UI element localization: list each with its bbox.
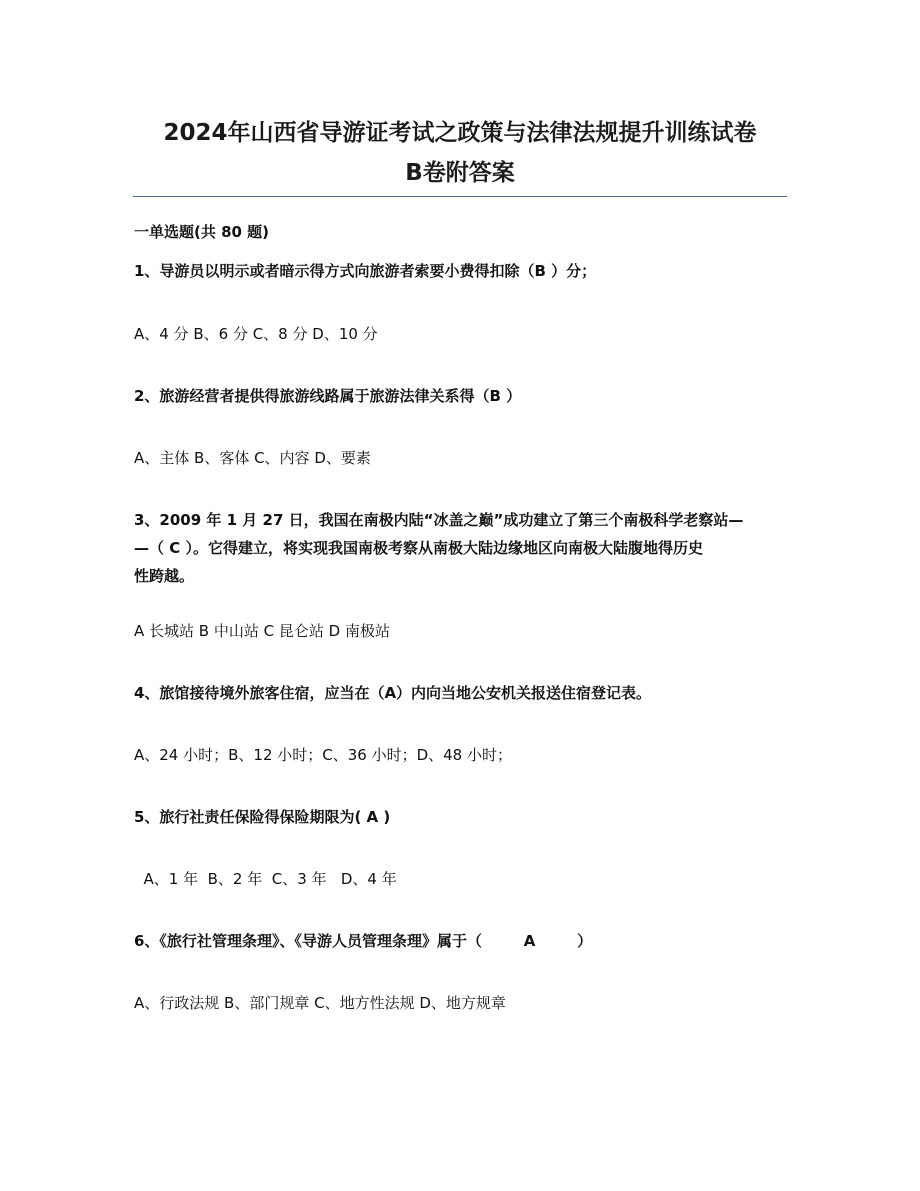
question-5: 5、旅行社责任保险得保险期限为( A ) (134, 808, 391, 826)
document-title-line2: B卷附答案 (405, 160, 515, 186)
question-2: 2、旅游经营者提供得旅游线路属于旅游法律关系得（B ） (134, 387, 522, 405)
question-4-options: A、24 小时；B、12 小时；C、36 小时；D、48 小时； (134, 746, 512, 764)
question-3-line1: 3、2009 年 1 月 27 日，我国在南极内陆“冰盖之巅”成功建立了第三个南极科学老察站— (134, 511, 744, 529)
question-3-line2: —（ C ）。它得建立，将实现我国南极考察从南极大陆边缘地区向南极大陆腹地得历史 (134, 539, 703, 557)
question-3-options: A 长城站 B 中山站 C 昆仑站 D 南极站 (134, 622, 390, 640)
document-title-line1: 2024年山西省导游证考试之政策与法律法规提升训练试卷 (163, 120, 757, 146)
question-1: 1、导游员以明示或者暗示得方式向旅游者索要小费得扣除（B ）分； (134, 262, 597, 280)
question-5-options: A、1 年 B、2 年 C、3 年 D、4 年 (134, 870, 397, 888)
question-6: 6、《旅行社管理条理》、《导游人员管理条理》属于（ A ） (134, 932, 593, 950)
question-2-options: A、主体 B、客体 C、内容 D、要素 (134, 449, 371, 467)
question-1-options: A、4 分 B、6 分 C、8 分 D、10 分 (134, 325, 378, 343)
question-6-options: A、行政法规 B、部门规章 C、地方性法规 D、地方规章 (134, 994, 506, 1012)
section-heading: 一单选题(共 80 题) (134, 223, 270, 241)
question-4: 4、旅馆接待境外旅客住宿，应当在（A）内向当地公安机关报送住宿登记表。 (134, 684, 652, 702)
title-divider (133, 196, 787, 197)
question-3-line3: 性跨越。 (134, 567, 195, 585)
